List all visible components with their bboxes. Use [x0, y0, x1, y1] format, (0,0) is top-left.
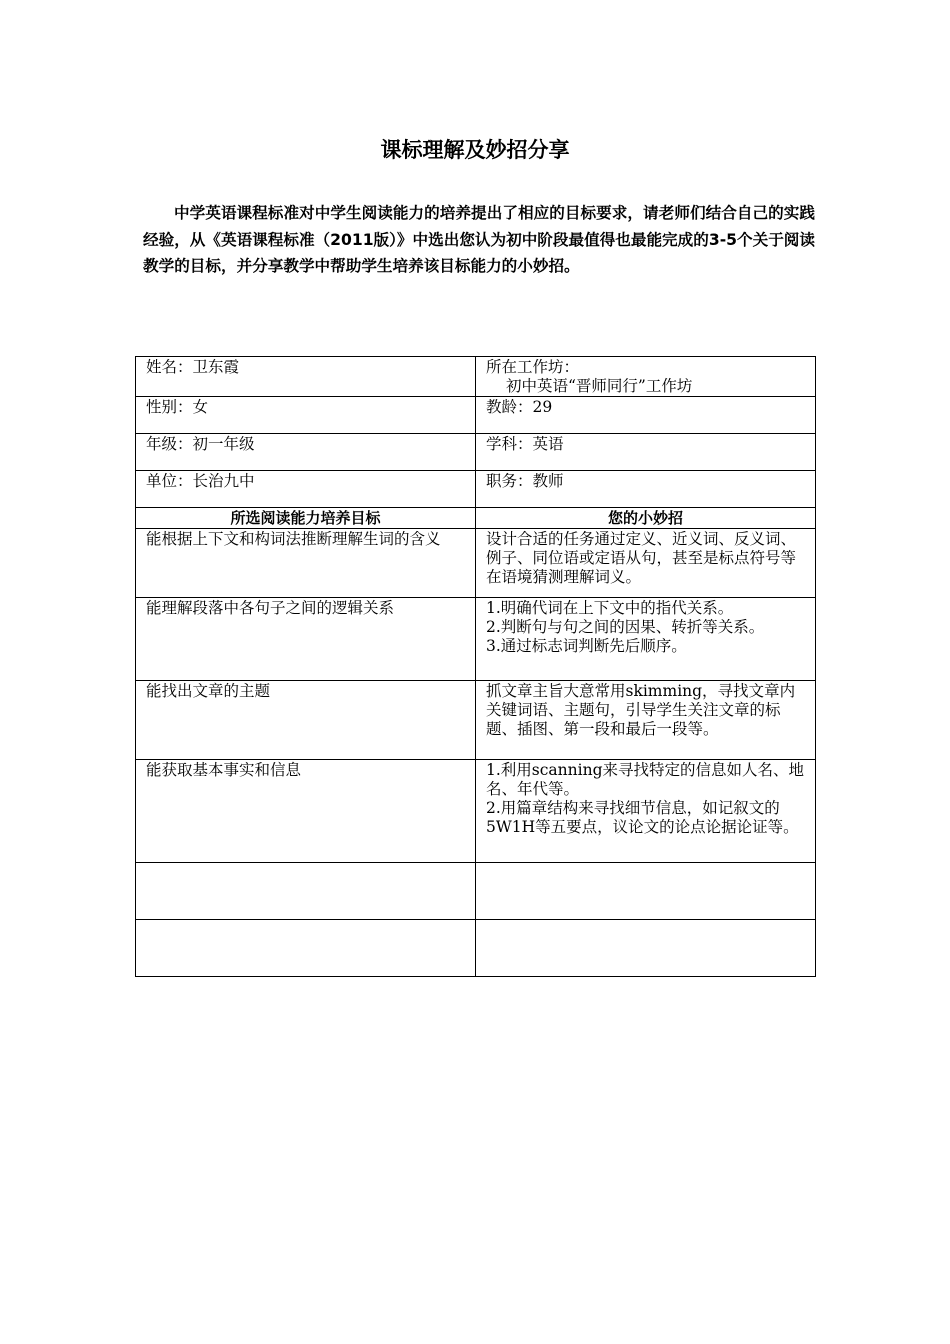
table-row — [136, 357, 816, 397]
tip-text: 3.通过标志词判断先后顺序。 — [486, 637, 687, 655]
name-cell: 姓名：卫东霞 — [136, 357, 476, 397]
goal-column-header: 所选阅读能力培养目标 — [136, 508, 476, 529]
unit-cell: 单位：长治九中 — [136, 471, 476, 508]
empty-table-row — [136, 863, 816, 920]
tips-cell — [476, 760, 816, 863]
empty-tips-cell[interactable] — [476, 920, 816, 977]
table-row — [136, 397, 816, 434]
teaching-years-cell: 教龄：29 — [476, 397, 816, 434]
workshop-cell — [476, 357, 816, 397]
goal-cell: 能根据上下文和构词法推断理解生词的含义 — [136, 529, 476, 598]
tip-text: 2.判断句与句之间的因果、转折等关系。 — [486, 618, 765, 636]
table-row — [136, 760, 816, 863]
tip-text: 1.明确代词在上下文中的指代关系。 — [486, 599, 734, 617]
tips-column-header: 您的小妙招 — [476, 508, 816, 529]
tip-text: 2.用篇章结构来寻找细节信息，如记叙文的5W1H等五要点，议论文的论点论据论证等。 — [486, 799, 799, 836]
empty-tips-cell[interactable] — [476, 863, 816, 920]
intro-paragraph: 中学英语课程标准对中学生阅读能力的培养提出了相应的目标要求，请老师们结合自己的实践经验，从《英语课程标准（2011版）》中选出您认为初中阶段最值得也最能完成的3-5个关于阅读教学的目标，并分享教学中帮助学生培养该目标能力的小妙招。 — [143, 204, 815, 275]
table-row — [136, 471, 816, 508]
tips-cell — [476, 598, 816, 681]
tip-text: 1.利用scanning来寻找特定的信息如人名、地名、年代等。 — [486, 761, 804, 798]
goal-cell: 能找出文章的主题 — [136, 681, 476, 760]
page-title: 课标理解及妙招分享 — [380, 138, 570, 162]
tip-text: 设计合适的任务通过定义、近义词、反义词、例子、同位语或定语从句，甚至是标点符号等在语境猜测理解词义。 — [486, 530, 797, 586]
empty-goal-cell[interactable] — [136, 920, 476, 977]
table-row — [136, 681, 816, 760]
sharing-form-table — [135, 356, 816, 977]
table-row — [136, 434, 816, 471]
table-header-row — [136, 508, 816, 529]
workshop-value: 初中英语“晋师同行”工作坊 — [506, 377, 693, 395]
workshop-label: 所在工作坊： — [486, 358, 580, 376]
position-cell: 职务：教师 — [476, 471, 816, 508]
goal-cell: 能获取基本事实和信息 — [136, 760, 476, 863]
tips-cell — [476, 529, 816, 598]
subject-cell: 学科：英语 — [476, 434, 816, 471]
table-row — [136, 598, 816, 681]
empty-table-row — [136, 920, 816, 977]
table-row — [136, 529, 816, 598]
tip-text: 抓文章主旨大意常用skimming，寻找文章内关键词语、主题句，引导学生关注文章的标题、插图、第一段和最后一段等。 — [486, 682, 796, 738]
gender-cell: 性别：女 — [136, 397, 476, 434]
empty-goal-cell[interactable] — [136, 863, 476, 920]
goal-cell: 能理解段落中各句子之间的逻辑关系 — [136, 598, 476, 681]
tips-cell — [476, 681, 816, 760]
grade-cell: 年级：初一年级 — [136, 434, 476, 471]
